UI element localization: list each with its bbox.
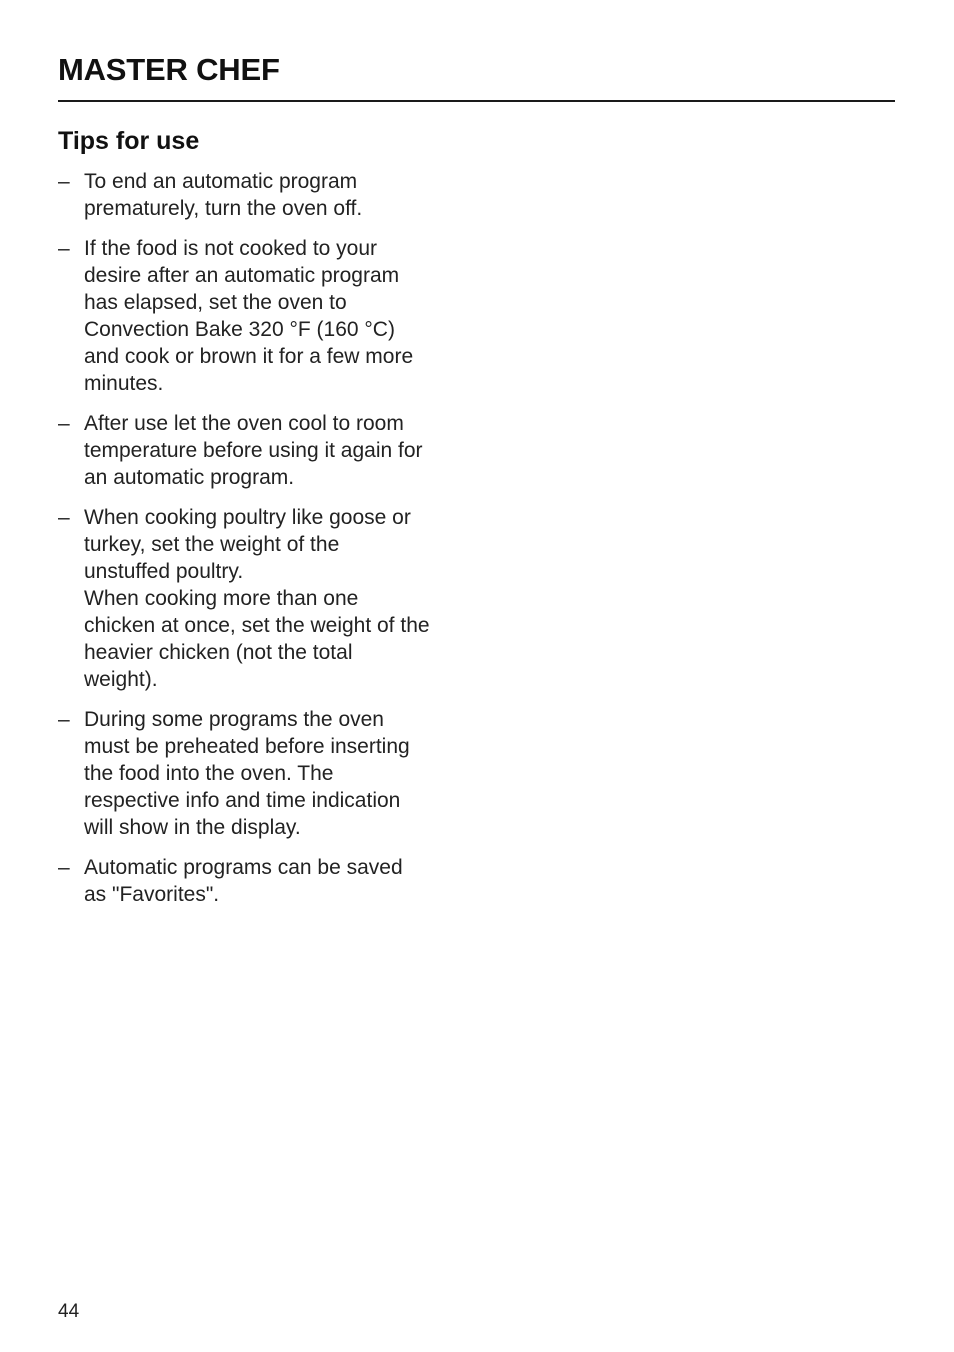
tip-line: has elapsed, set the oven to xyxy=(84,291,347,314)
tip-line: When cooking poultry like goose or xyxy=(84,506,411,529)
tip-line: respective info and time indication xyxy=(84,789,401,812)
tip-line: heavier chicken (not the total xyxy=(84,641,353,664)
tip-line: During some programs the oven xyxy=(84,708,384,731)
title-divider xyxy=(58,100,895,102)
tip-item xyxy=(58,504,478,693)
page-number: 44 xyxy=(58,1301,80,1322)
tip-line: weight). xyxy=(84,668,158,691)
bullet-dash: – xyxy=(58,170,70,193)
page-header xyxy=(58,50,895,90)
bullet-dash: – xyxy=(58,856,70,879)
tip-line: turkey, set the weight of the xyxy=(84,533,340,556)
tip-line: the food into the oven. The xyxy=(84,762,334,785)
tip-line: desire after an automatic program xyxy=(84,264,400,287)
page-title: MASTER CHEF xyxy=(58,52,280,87)
tip-line: chicken at once, set the weight of the xyxy=(84,614,430,637)
tip-line: temperature before using it again for xyxy=(84,439,423,462)
tip-line: will show in the display. xyxy=(84,816,301,839)
tip-item xyxy=(58,854,478,908)
tip-line: If the food is not cooked to your xyxy=(84,237,378,260)
tip-item xyxy=(58,706,478,841)
tip-line: prematurely, turn the oven off. xyxy=(84,197,363,220)
tips-section xyxy=(58,124,478,921)
tip-line: unstuffed poultry. xyxy=(84,560,244,583)
tip-item xyxy=(58,235,478,397)
tip-line: Automatic programs can be saved xyxy=(84,856,403,879)
tips-list xyxy=(58,168,478,908)
tip-line: an automatic program. xyxy=(84,466,295,489)
tip-line: minutes. xyxy=(84,372,164,395)
section-heading: Tips for use xyxy=(58,127,200,155)
tip-line: After use let the oven cool to room xyxy=(84,412,404,435)
bullet-dash: – xyxy=(58,237,70,260)
tip-line: and cook or brown it for a few more xyxy=(84,345,414,368)
bullet-dash: – xyxy=(58,708,70,731)
tip-line: as "Favorites". xyxy=(84,883,220,906)
bullet-dash: – xyxy=(58,412,70,435)
tip-line: must be preheated before inserting xyxy=(84,735,410,758)
tip-line: Convection Bake 320 °F (160 °C) xyxy=(84,318,395,341)
tip-line: When cooking more than one xyxy=(84,587,359,610)
tip-line: To end an automatic program xyxy=(84,170,358,193)
bullet-dash: – xyxy=(58,506,70,529)
tip-item xyxy=(58,410,478,491)
tip-item xyxy=(58,168,478,222)
